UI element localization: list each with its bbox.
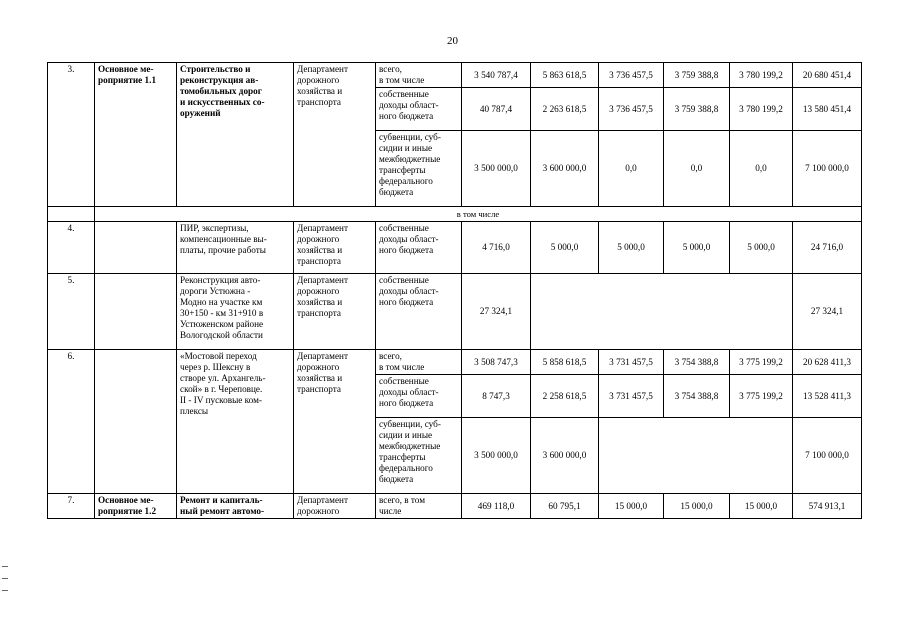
amount-cell: 8 747,3	[462, 375, 531, 418]
amount-cell: 20 680 451,4	[793, 63, 862, 88]
executor-cell: Департамент дорожного хозяйства и транспорта	[294, 222, 376, 274]
item-name: Ремонт и капиталь- ный ремонт автомо-	[177, 494, 294, 519]
amount-cell: 3 759 388,8	[664, 88, 730, 131]
funding-source-label: субвенции, суб- сидии и иные межбюджетные трансферты федерального бюджета	[376, 418, 462, 494]
amount-cell: 2 258 618,5	[531, 375, 599, 418]
funding-source-label: всего, в том числе	[376, 63, 462, 88]
table-row	[48, 494, 862, 519]
row-number: 7.	[48, 494, 95, 519]
amount-cell: 15 000,0	[664, 494, 730, 519]
amount-cell: 3 731 457,5	[599, 375, 664, 418]
margin-marks	[2, 566, 8, 602]
item-name: Строительство и реконструкция ав- томобильных дорог и искусственных со- оружений	[177, 63, 294, 207]
amount-cell: 3 736 457,5	[599, 63, 664, 88]
amount-cell: 27 324,1	[793, 274, 862, 350]
amount-cell: 7 100 000,0	[793, 418, 862, 494]
item-name: ПИР, экспертизы, компенсационные вы- платы, прочие работы	[177, 222, 294, 274]
table-row	[48, 222, 862, 274]
amount-cell: 5 000,0	[664, 222, 730, 274]
amount-cell: 0,0	[730, 131, 793, 207]
amount-cell: 3 754 388,8	[664, 350, 730, 375]
executor-cell: Департамент дорожного	[294, 494, 376, 519]
executor-cell: Департамент дорожного хозяйства и транспорта	[294, 63, 376, 207]
row-number-empty	[48, 207, 95, 222]
amount-cell: 3 754 388,8	[664, 375, 730, 418]
amount-cell	[531, 274, 793, 350]
amount-cell: 3 775 199,2	[730, 350, 793, 375]
amount-cell: 24 716,0	[793, 222, 862, 274]
amount-cell: 13 528 411,3	[793, 375, 862, 418]
item-name: «Мостовой переход через р. Шексну в створе ул. Архангель- ской» в г. Череповце. II - IV пусковые ком- плексы	[177, 350, 294, 494]
event-cell: Основное ме- роприятие 1.2	[95, 494, 177, 519]
amount-cell: 3 600 000,0	[531, 418, 599, 494]
amount-cell: 3 500 000,0	[462, 131, 531, 207]
amount-cell: 5 000,0	[730, 222, 793, 274]
funding-source-label: собственные доходы област- ного бюджета	[376, 222, 462, 274]
row-number: 5.	[48, 274, 95, 350]
funding-source-label: всего, в том числе	[376, 494, 462, 519]
amount-cell: 13 580 451,4	[793, 88, 862, 131]
in-that-number-label: в том числе	[95, 207, 862, 222]
funding-source-label: собственные доходы област- ного бюджета	[376, 375, 462, 418]
amount-cell: 5 000,0	[531, 222, 599, 274]
amount-cell: 469 118,0	[462, 494, 531, 519]
amount-cell	[599, 418, 793, 494]
amount-cell: 20 628 411,3	[793, 350, 862, 375]
amount-cell: 15 000,0	[730, 494, 793, 519]
event-cell	[95, 350, 177, 494]
amount-cell: 7 100 000,0	[793, 131, 862, 207]
amount-cell: 2 263 618,5	[531, 88, 599, 131]
amount-cell: 5 863 618,5	[531, 63, 599, 88]
amount-cell: 0,0	[664, 131, 730, 207]
amount-cell: 15 000,0	[599, 494, 664, 519]
funding-source-label: собственные доходы област- ного бюджета	[376, 88, 462, 131]
amount-cell: 0,0	[599, 131, 664, 207]
amount-cell: 574 913,1	[793, 494, 862, 519]
amount-cell: 5 858 618,5	[531, 350, 599, 375]
row-number: 3.	[48, 63, 95, 207]
page-number: 20	[447, 35, 458, 47]
amount-cell: 3 731 457,5	[599, 350, 664, 375]
table-row	[48, 350, 862, 375]
funding-source-label: субвенции, суб- сидии и иные межбюджетные трансферты федерального бюджета	[376, 131, 462, 207]
amount-cell: 5 000,0	[599, 222, 664, 274]
amount-cell: 40 787,4	[462, 88, 531, 131]
amount-cell: 60 795,1	[531, 494, 599, 519]
amount-cell: 3 780 199,2	[730, 63, 793, 88]
event-cell	[95, 274, 177, 350]
event-cell	[95, 222, 177, 274]
amount-cell: 4 716,0	[462, 222, 531, 274]
event-cell: Основное ме- роприятие 1.1	[95, 63, 177, 207]
amount-cell: 3 736 457,5	[599, 88, 664, 131]
table-row	[48, 63, 862, 88]
executor-cell: Департамент дорожного хозяйства и транспорта	[294, 274, 376, 350]
amount-cell: 27 324,1	[462, 274, 531, 350]
amount-cell: 3 500 000,0	[462, 418, 531, 494]
table-row	[48, 274, 862, 350]
amount-cell: 3 508 747,3	[462, 350, 531, 375]
amount-cell: 3 775 199,2	[730, 375, 793, 418]
section-separator-row	[48, 207, 862, 222]
amount-cell: 3 600 000,0	[531, 131, 599, 207]
amount-cell: 3 759 388,8	[664, 63, 730, 88]
budget-table	[47, 62, 862, 519]
row-number: 4.	[48, 222, 95, 274]
funding-source-label: всего, в том числе	[376, 350, 462, 375]
executor-cell: Департамент дорожного хозяйства и транспорта	[294, 350, 376, 494]
funding-source-label: собственные доходы област- ного бюджета	[376, 274, 462, 350]
amount-cell: 3 780 199,2	[730, 88, 793, 131]
item-name: Реконструкция авто- дороги Устюжна - Модно на участке км 30+150 - км 31+910 в Устюженском районе Вологодской области	[177, 274, 294, 350]
amount-cell: 3 540 787,4	[462, 63, 531, 88]
row-number: 6.	[48, 350, 95, 494]
